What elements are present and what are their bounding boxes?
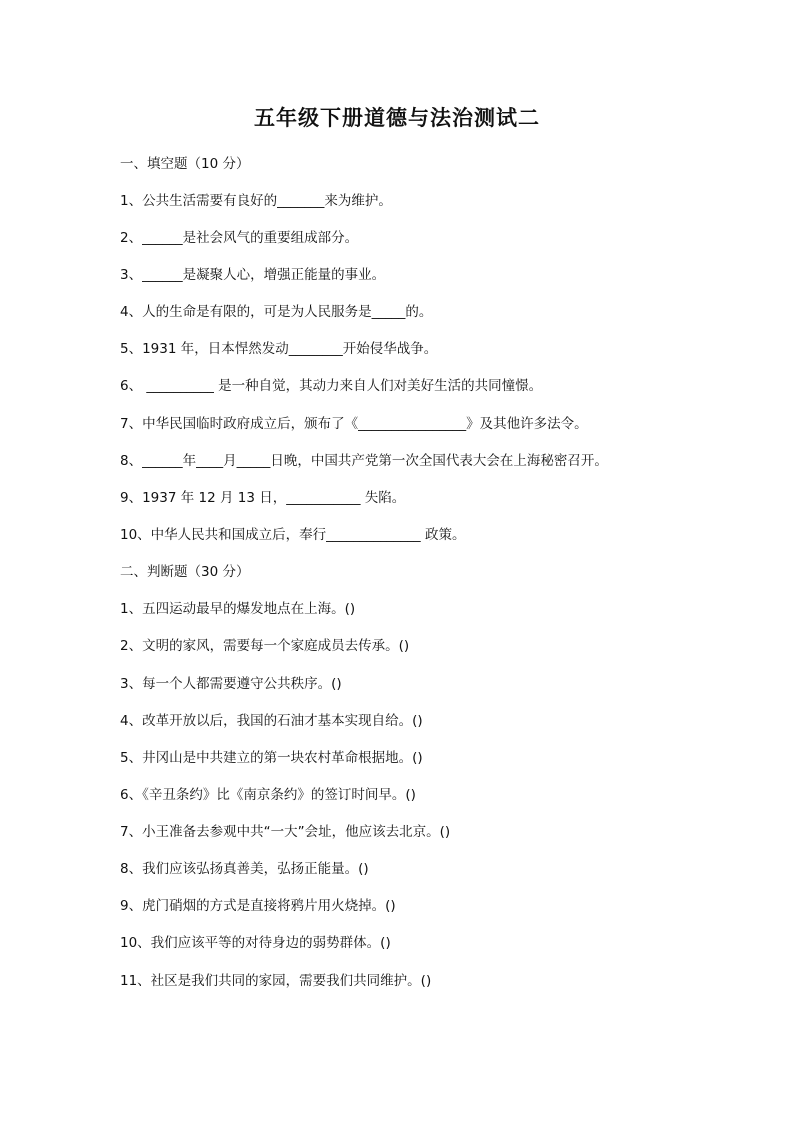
section-heading-fill-blank: 一、填空题（10 分） xyxy=(120,156,250,172)
true-false-question-5: 5、井冈山是中共建立的第一块农村革命根据地。() xyxy=(120,750,423,766)
fill-blank-question-4: 4、人的生命是有限的，可是为人民服务是_____的。 xyxy=(120,304,433,320)
true-false-question-2: 2、文明的家风，需要每一个家庭成员去传承。() xyxy=(120,638,410,654)
fill-blank-question-9: 9、1937 年 12 月 13 日，___________ 失陷。 xyxy=(120,490,406,506)
true-false-question-4: 4、改革开放以后，我国的石油才基本实现自给。() xyxy=(120,713,423,729)
fill-blank-question-10: 10、中华人民共和国成立后，奉行______________ 政策。 xyxy=(120,527,466,543)
true-false-question-7: 7、小王准备去参观中共“一大”会址，他应该去北京。() xyxy=(120,824,451,840)
fill-blank-question-1: 1、公共生活需要有良好的_______来为维护。 xyxy=(120,193,392,209)
fill-blank-question-2: 2、______是社会风气的重要组成部分。 xyxy=(120,230,359,246)
true-false-question-6: 6、《辛丑条约》比《南京条约》的签订时间早。() xyxy=(120,787,416,803)
fill-blank-question-3: 3、______是凝聚人心，增强正能量的事业。 xyxy=(120,267,386,283)
section-heading-true-false: 二、判断题（30 分） xyxy=(120,564,250,580)
document-title: 五年级下册道德与法治测试二 xyxy=(254,105,540,130)
fill-blank-question-8: 8、______年____月_____日晚，中国共产党第一次全国代表大会在上海秘密召开。 xyxy=(120,453,608,469)
fill-blank-question-6: 6、 __________ 是一种自觉，其动力来自人们对美好生活的共同憧憬。 xyxy=(120,378,543,394)
true-false-question-11: 11、社区是我们共同的家园，需要我们共同维护。() xyxy=(120,973,432,989)
fill-blank-question-5: 5、1931 年，日本悍然发动________开始侵华战争。 xyxy=(120,341,438,357)
true-false-question-1: 1、五四运动最早的爆发地点在上海。() xyxy=(120,601,356,617)
fill-blank-question-7: 7、中华民国临时政府成立后，颁布了《________________》及其他许多法令。 xyxy=(120,416,588,432)
true-false-question-3: 3、每一个人都需要遵守公共秩序。() xyxy=(120,676,342,692)
true-false-question-10: 10、我们应该平等的对待身边的弱势群体。() xyxy=(120,935,391,951)
true-false-question-8: 8、我们应该弘扬真善美，弘扬正能量。() xyxy=(120,861,369,877)
true-false-question-9: 9、虎门硝烟的方式是直接将鸦片用火烧掉。() xyxy=(120,898,396,914)
